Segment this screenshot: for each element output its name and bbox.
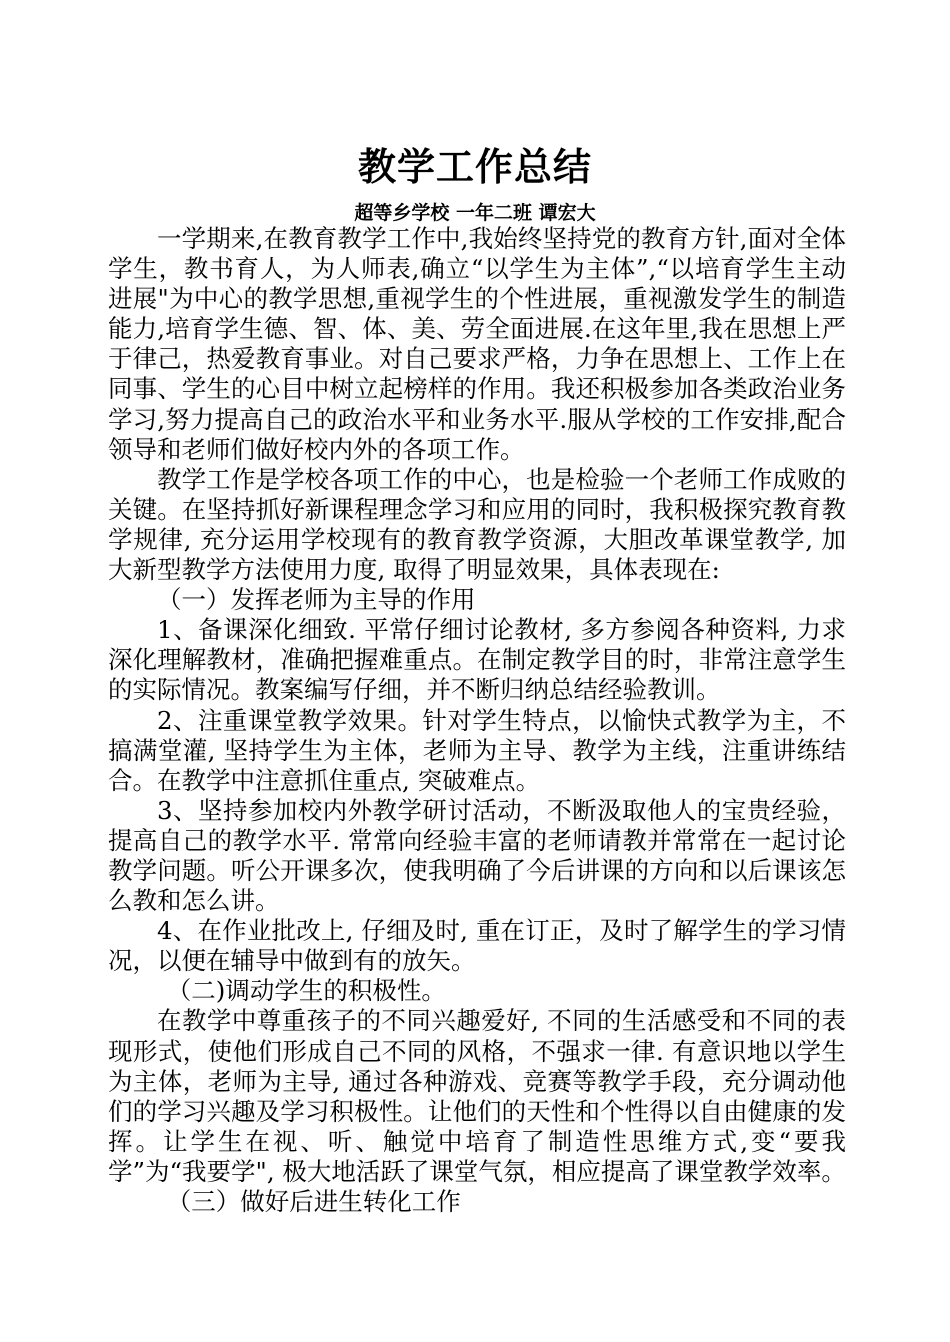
- paragraph-intro: 一学期来,在教育教学工作中,我始终坚持党的教育方针,面对全体学生，教书育人，为人师表,确立“以学生为主体”,“以培育学生主动进展"为中心的教学思想,重视学生的个性进展，重视激发学生的制造能力,培育学生德、智、体、美、劳全面进展.在这年里,我在思想上严于律己，热爱教育事业。对自己要求严格，力争在思想上、工作上在同事、学生的心目中树立起榜样的作用。我还积极参加各类政治业务学习,努力提高自己的政治水平和业务水平.服从学校的工作安排,配合领导和老师们做好校内外的各项工作。: [108, 224, 846, 464]
- list-item-2: 2、注重课堂教学效果。针对学生特点，以愉快式教学为主，不搞满堂灌, 坚持学生为主体，老师为主导、教学为主线，注重讲练结合。在教学中注意抓住重点, 突破难点。: [108, 705, 846, 795]
- paragraph-student-motivation: 在教学中尊重孩子的不同兴趣爱好, 不同的生活感受和不同的表现形式，使他们形成自己不同的风格，不强求一律. 有意识地以学生为主体，老师为主导, 通过各种游戏、竞赛等教学手段，充分调动他们的学习兴趣及学习积极性。让他们的天性和个性得以自由健康的发挥。让学生在视、听、触觉中培育了制造性思维方式,变“要我学”为“我要学", 极大地活跃了课堂气氛，相应提高了课堂教学效率。: [108, 1006, 846, 1186]
- section-heading-1: （一）发挥老师为主导的作用: [157, 585, 476, 615]
- list-item-4: 4、在作业批改上, 仔细及时, 重在订正，及时了解学生的学习情况，以便在辅导中做到有的放矢。: [108, 916, 846, 976]
- section-heading-3: （三）做好后进生转化工作: [166, 1187, 461, 1216]
- paragraph-teaching-center: 教学工作是学校各项工作的中心，也是检验一个老师工作成败的关键。在坚持抓好新课程理念学习和应用的同时，我积极探究教育教学规律, 充分运用学校现有的教育教学资源，大胆改革课堂教学, 加大新型教学方法使用力度, 取得了明显效果，具体表现在:: [108, 464, 846, 585]
- document-subtitle: 超等乡学校 一年二班 谭宏大: [354, 202, 596, 224]
- document-body: [108, 224, 846, 1217]
- list-item-1: 1、备课深化细致. 平常仔细讨论教材, 多方参阅各种资料, 力求深化理解教材，准确把握难重点。在制定教学目的时，非常注意学生的实际情况。教案编写仔细，并不断归纳总结经验教训。: [108, 615, 846, 705]
- document-title: 教学工作总结: [357, 145, 592, 189]
- section-heading-2: （二)调动学生的积极性。: [166, 976, 446, 1006]
- list-item-3: 3、坚持参加校内外教学研讨活动，不断汲取他人的宝贵经验，提高自己的教学水平. 常常向经验丰富的老师请教并常常在一起讨论教学问题。听公开课多次，使我明确了今后讲课的方向和以后课该怎么教和怎么讲。: [108, 795, 846, 916]
